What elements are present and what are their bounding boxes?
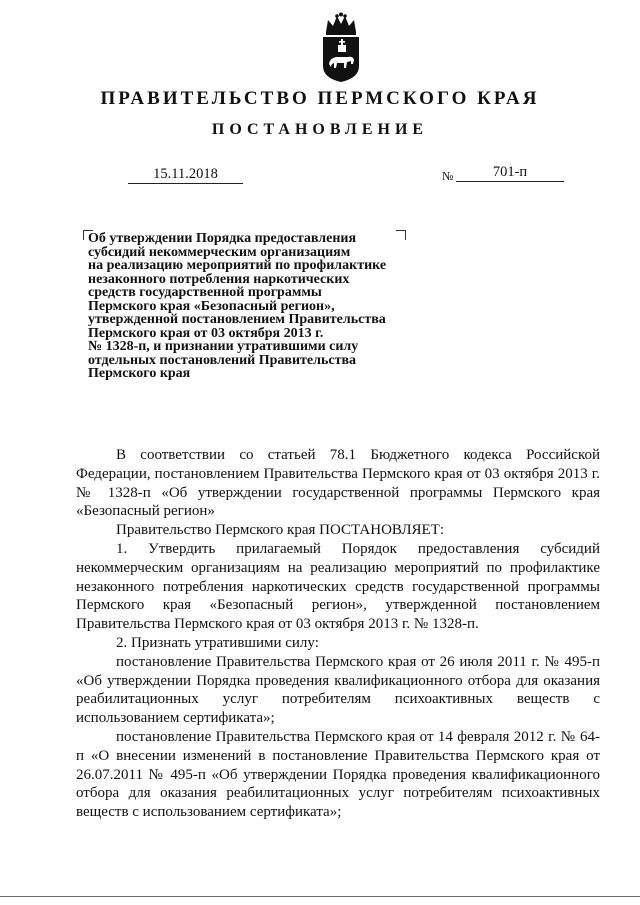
government-title: ПРАВИТЕЛЬСТВО ПЕРМСКОГО КРАЯ bbox=[100, 88, 540, 109]
subject-line: средств государственной программы bbox=[88, 285, 322, 300]
subject-line: отдельных постановлений Правительства bbox=[88, 352, 357, 368]
resolution-statement: Правительство Пермского края ПОСТАНОВЛЯЕТ: bbox=[116, 522, 445, 539]
subject-line: Об утверждении Порядка предоставления bbox=[88, 231, 357, 246]
document-number: 701-п bbox=[456, 163, 564, 182]
preamble-paragraph: В соответствии со статьей 78.1 Бюджетного кодекса Российской Федерации, постановлением Правительства Пермского края от 03 октября 2013 г. № 1328-п «Об утверждении государственной программы Пермского края «Безопасный регион» bbox=[76, 447, 600, 520]
document-body bbox=[76, 446, 600, 822]
repealed-decree-item: постановление Правительства Пермского края от 26 июля 2011 г. № 495-п «Об утверждении Порядка проведения квалификационного отбора для оказания реабилитационных услуг потребителям психоактивных веществ с использованием сертификата»; bbox=[76, 653, 600, 727]
subject-line: Пермского края «Безопасный регион», bbox=[88, 298, 335, 314]
perm-krai-coat-of-arms-icon bbox=[318, 12, 364, 84]
document-subject bbox=[88, 232, 418, 381]
subject-line: незаконного потребления наркотических bbox=[88, 271, 350, 287]
subject-line: субсидий некоммерческим организациям bbox=[88, 244, 351, 260]
subject-line: Пермского края от 03 октября 2013 г. bbox=[88, 325, 324, 341]
number-sign: № bbox=[442, 169, 454, 183]
page-bottom-edge bbox=[0, 896, 640, 897]
document-type: ПОСТАНОВЛЕНИЕ bbox=[211, 121, 429, 138]
subject-line: утвержденной постановлением Правительства bbox=[88, 312, 386, 327]
document-date: 15.11.2018 bbox=[128, 165, 243, 184]
subject-line: на реализацию мероприятий по профилактике bbox=[88, 258, 387, 273]
subject-line: № 1328-п, и признании утратившими силу bbox=[88, 339, 359, 354]
repealed-decree-item: постановление Правительства Пермского края от 14 февраля 2012 г. № 64-п «О внесении изменений в постановление Правительства Пермского края от 26.07.2011 № 495-п «Об утверждении Порядка проведения квалификационного отбора для оказания реабилитационных услуг потребителям психоактивных веществ с использованием сертификата»; bbox=[76, 728, 600, 821]
subject-line: Пермского края bbox=[88, 366, 191, 381]
clause-2-paragraph: 2. Признать утратившими силу: bbox=[116, 634, 319, 651]
clause-1-paragraph: 1. Утвердить прилагаемый Порядок предоставления субсидий некоммерческим организациям на реализацию мероприятий по профилактике незаконного потребления наркотических средств государственной программы Пермского края «Безопасный регион», утвержденной постановлением Правительства Пермского края от 03 октября 2013 г. № 1328-п. bbox=[76, 540, 600, 633]
